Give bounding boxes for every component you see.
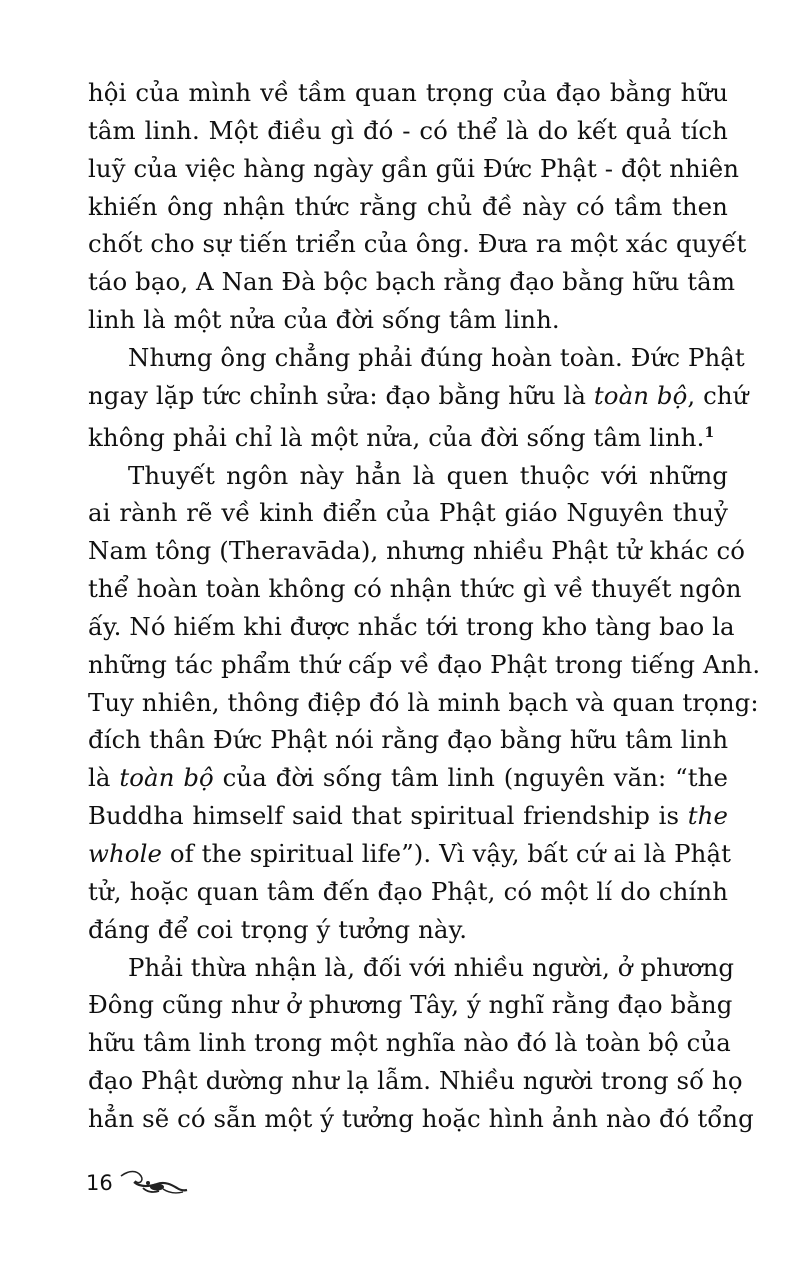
text-segment: , chứ — [687, 380, 749, 410]
text-line: đích thân Đức Phật nói rằng đạo bằng hữu tâm linh — [88, 725, 729, 755]
text-line: ấy. Nó hiếm khi được nhắc tới trong kho tàng bao la — [88, 611, 735, 641]
text-line: luỹ của việc hàng ngày gần gũi Đức Phật - đột nhiên — [88, 153, 740, 183]
text-segment: không phải chỉ là một nửa, của đời sống tâm linh. — [88, 422, 705, 452]
text-line — [88, 759, 728, 797]
text-line: Đông cũng như ở phương Tây, ý nghĩ rằng đạo bằng — [88, 990, 733, 1020]
text-line: đạo Phật dường như lạ lẫm. Nhiều người trong số họ — [88, 1066, 743, 1096]
text-line: Nam tông (Theravāda), nhưng nhiều Phật tử khác có — [88, 536, 746, 566]
text-line: hội của mình về tầm quan trọng của đạo bằng hữu — [88, 78, 728, 107]
text-line — [88, 835, 732, 873]
text-segment: của đời sống tâm linh (nguyên văn: “the — [213, 763, 728, 793]
text-line: tâm linh. Một điều gì đó - có thể là do kết quả tích — [88, 115, 728, 145]
text-line — [88, 797, 728, 835]
text-line — [88, 415, 728, 457]
text-line: Phải thừa nhận là, đối với nhiều người, ở phương — [128, 952, 735, 982]
text-line: Tuy nhiên, thông điệp đó là minh bạch và quan trọng: — [88, 687, 759, 717]
text-line: thể hoàn toàn không có nhận thức gì về thuyết ngôn — [88, 574, 742, 604]
text-line: linh là một nửa của đời sống tâm linh. — [88, 305, 560, 335]
text-line: chốt cho sự tiến triển của ông. Đưa ra một xác quyết — [88, 229, 747, 259]
text-line: Nhưng ông chẳng phải đúng hoàn toàn. Đức Phật — [128, 342, 745, 372]
text-line: những tác phẩm thứ cấp về đạo Phật trong tiếng Anh. — [88, 649, 761, 679]
page-number: 16 — [86, 1171, 113, 1195]
text-line: tử, hoặc quan tâm đến đạo Phật, có một lí do chính — [88, 876, 728, 906]
text-segment: of the spiritual life”). Vì vậy, bất cứ ai là Phật — [162, 839, 732, 868]
text-segment: là — [88, 763, 120, 793]
text-line: Thuyết ngôn này hẳn là quen thuộc với những — [128, 460, 728, 490]
text-line: hẳn sẽ có sẵn một ý tưởng hoặc hình ảnh nào đó tổng — [88, 1103, 754, 1133]
body-text — [88, 74, 761, 1138]
italic-emphasis: toàn bộ — [593, 380, 688, 410]
decorative-flourish-icon — [117, 1168, 189, 1198]
text-segment: ngay lặp tức chỉnh sửa: đạo bằng hữu là — [88, 380, 594, 410]
text-line — [88, 377, 749, 415]
text-line: đáng để coi trọng ý tưởng này. — [88, 914, 468, 944]
footnote-marker[interactable]: 1 — [704, 424, 715, 441]
italic-emphasis: the — [687, 801, 728, 831]
text-segment: Buddha himself said that spiritual friendship is — [88, 801, 688, 831]
italic-emphasis: whole — [88, 839, 163, 868]
text-line: hữu tâm linh trong một nghĩa nào đó là toàn bộ của — [88, 1028, 731, 1058]
italic-emphasis: toàn bộ — [119, 763, 214, 793]
text-line: khiến ông nhận thức rằng chủ đề này có tầm then — [88, 191, 728, 221]
text-line: táo bạo, A Nan Đà bộc bạch rằng đạo bằng hữu tâm — [88, 267, 736, 297]
page-footer — [86, 1166, 189, 1200]
text-line: ai rành rẽ về kinh điển của Phật giáo Nguyên thuỷ — [88, 498, 728, 528]
